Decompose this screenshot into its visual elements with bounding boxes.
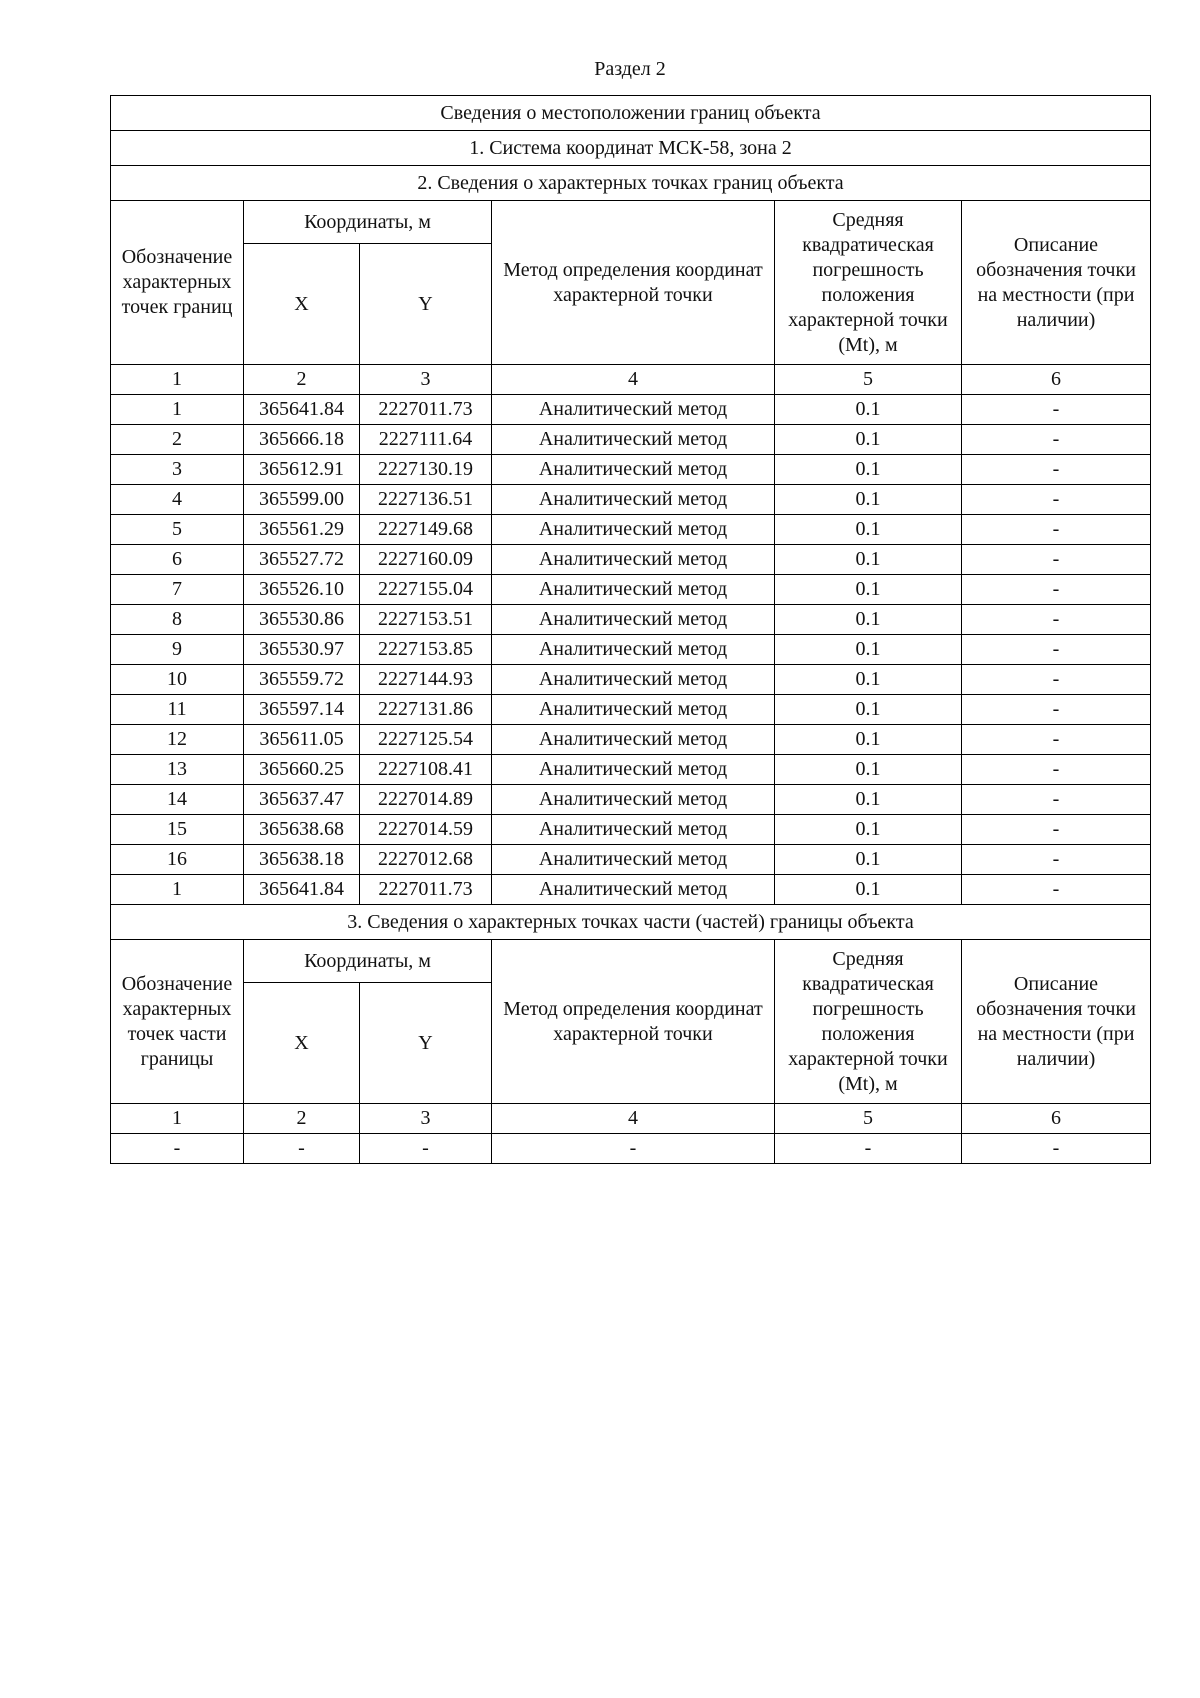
cell-error: 0.1 [775, 755, 962, 785]
cell-description: - [962, 575, 1151, 605]
cell-method: Аналитический метод [492, 635, 775, 665]
cell-x: 365660.25 [244, 755, 360, 785]
cell-y: 2227011.73 [360, 875, 492, 905]
cell-point: 2 [111, 425, 244, 455]
cell-x: 365638.68 [244, 815, 360, 845]
cell-x: 365530.86 [244, 605, 360, 635]
table-row [111, 1134, 1151, 1164]
col-number: 2 [244, 1104, 360, 1134]
cell-description: - [962, 545, 1151, 575]
table-title: Сведения о местоположении границ объекта [111, 96, 1151, 131]
table-row [111, 515, 1151, 545]
cell-method: Аналитический метод [492, 845, 775, 875]
cell-error: 0.1 [775, 545, 962, 575]
part2-col-numbers-row [111, 365, 1151, 395]
cell-method: Аналитический метод [492, 485, 775, 515]
cell-error: 0.1 [775, 515, 962, 545]
cell-point: 1 [111, 395, 244, 425]
table-title-row [111, 96, 1151, 131]
cell-x: 365526.10 [244, 575, 360, 605]
cell-method: Аналитический метод [492, 875, 775, 905]
table-row [111, 575, 1151, 605]
col-number: 2 [244, 365, 360, 395]
header-coordinates: Координаты, м [244, 201, 492, 244]
cell-x: 365559.72 [244, 665, 360, 695]
cell-description: - [962, 515, 1151, 545]
header-x: X [244, 983, 360, 1104]
cell-method: Аналитический метод [492, 515, 775, 545]
cell-point: 11 [111, 695, 244, 725]
table-row [111, 875, 1151, 905]
cell-x: 365530.97 [244, 635, 360, 665]
cell-y: 2227108.41 [360, 755, 492, 785]
cell-point: 8 [111, 605, 244, 635]
cell-method: Аналитический метод [492, 455, 775, 485]
cell-point: 1 [111, 875, 244, 905]
cell-description: - [962, 455, 1151, 485]
header-y: Y [360, 244, 492, 365]
cell-y: 2227131.86 [360, 695, 492, 725]
cell-point: 5 [111, 515, 244, 545]
cell-point: - [111, 1134, 244, 1164]
cell-point: 16 [111, 845, 244, 875]
cell-description: - [962, 425, 1151, 455]
cell-y: - [360, 1134, 492, 1164]
header-x: X [244, 244, 360, 365]
col-number: 5 [775, 1104, 962, 1134]
part3-title-row [111, 905, 1151, 940]
cell-error: - [775, 1134, 962, 1164]
cell-description: - [962, 785, 1151, 815]
cell-method: Аналитический метод [492, 425, 775, 455]
cell-description: - [962, 1134, 1151, 1164]
cell-method: Аналитический метод [492, 605, 775, 635]
header-description: Описание обозначения точки на местности (при наличии) [962, 201, 1151, 365]
table-row [111, 695, 1151, 725]
part2-header-row [111, 201, 1151, 244]
col-number: 5 [775, 365, 962, 395]
col-number: 3 [360, 1104, 492, 1134]
cell-error: 0.1 [775, 425, 962, 455]
cell-point: 15 [111, 815, 244, 845]
cell-error: 0.1 [775, 485, 962, 515]
table-row [111, 785, 1151, 815]
header-error: Средняя квадратическая погрешность положения характерной точки (Mt), м [775, 940, 962, 1104]
cell-method: Аналитический метод [492, 665, 775, 695]
cell-description: - [962, 485, 1151, 515]
cell-point: 14 [111, 785, 244, 815]
cell-error: 0.1 [775, 815, 962, 845]
cell-error: 0.1 [775, 785, 962, 815]
cell-x: 365666.18 [244, 425, 360, 455]
cell-point: 4 [111, 485, 244, 515]
cell-point: 12 [111, 725, 244, 755]
header-coordinates: Координаты, м [244, 940, 492, 983]
table-row [111, 815, 1151, 845]
cell-x: 365637.47 [244, 785, 360, 815]
table-row [111, 725, 1151, 755]
cell-y: 2227111.64 [360, 425, 492, 455]
cell-error: 0.1 [775, 635, 962, 665]
cell-x: 365641.84 [244, 395, 360, 425]
col-number: 6 [962, 365, 1151, 395]
cell-method: - [492, 1134, 775, 1164]
cell-description: - [962, 695, 1151, 725]
part2-title-row [111, 166, 1151, 201]
header-y: Y [360, 983, 492, 1104]
cell-description: - [962, 395, 1151, 425]
table-row [111, 635, 1151, 665]
coord-system: 1. Система координат МСК-58, зона 2 [111, 131, 1151, 166]
cell-description: - [962, 845, 1151, 875]
table-row [111, 665, 1151, 695]
cell-method: Аналитический метод [492, 815, 775, 845]
header-method: Метод определения координат характерной точки [492, 940, 775, 1104]
cell-method: Аналитический метод [492, 785, 775, 815]
cell-error: 0.1 [775, 395, 962, 425]
col-number: 4 [492, 1104, 775, 1134]
table-row [111, 485, 1151, 515]
cell-x: 365599.00 [244, 485, 360, 515]
col-number: 1 [111, 365, 244, 395]
cell-description: - [962, 725, 1151, 755]
cell-x: 365561.29 [244, 515, 360, 545]
cell-y: 2227160.09 [360, 545, 492, 575]
cell-point: 7 [111, 575, 244, 605]
cell-method: Аналитический метод [492, 755, 775, 785]
table-row [111, 455, 1151, 485]
cell-y: 2227155.04 [360, 575, 492, 605]
cell-description: - [962, 755, 1151, 785]
col-number: 1 [111, 1104, 244, 1134]
cell-x: 365527.72 [244, 545, 360, 575]
col-number: 3 [360, 365, 492, 395]
cell-y: 2227014.89 [360, 785, 492, 815]
cell-y: 2227012.68 [360, 845, 492, 875]
table-row [111, 605, 1151, 635]
cell-y: 2227144.93 [360, 665, 492, 695]
table-row [111, 755, 1151, 785]
header-description: Описание обозначения точки на местности (при наличии) [962, 940, 1151, 1104]
table-row [111, 545, 1151, 575]
part3-col-numbers-row [111, 1104, 1151, 1134]
header-point-designation: Обозначение характерных точек части границы [111, 940, 244, 1104]
cell-y: 2227014.59 [360, 815, 492, 845]
cell-method: Аналитический метод [492, 395, 775, 425]
boundary-table [110, 95, 1151, 1164]
cell-description: - [962, 815, 1151, 845]
cell-y: 2227130.19 [360, 455, 492, 485]
cell-error: 0.1 [775, 575, 962, 605]
section-title: Раздел 2 [594, 58, 666, 80]
header-error: Средняя квадратическая погрешность положения характерной точки (Mt), м [775, 201, 962, 365]
cell-x: 365611.05 [244, 725, 360, 755]
cell-x: 365612.91 [244, 455, 360, 485]
cell-error: 0.1 [775, 605, 962, 635]
cell-method: Аналитический метод [492, 695, 775, 725]
cell-point: 13 [111, 755, 244, 785]
cell-error: 0.1 [775, 725, 962, 755]
header-method: Метод определения координат характерной точки [492, 201, 775, 365]
cell-x: 365597.14 [244, 695, 360, 725]
part3-header-row [111, 940, 1151, 983]
cell-y: 2227125.54 [360, 725, 492, 755]
cell-point: 6 [111, 545, 244, 575]
cell-description: - [962, 875, 1151, 905]
cell-method: Аналитический метод [492, 575, 775, 605]
cell-y: 2227153.85 [360, 635, 492, 665]
cell-error: 0.1 [775, 875, 962, 905]
cell-description: - [962, 665, 1151, 695]
cell-x: 365638.18 [244, 845, 360, 875]
cell-point: 3 [111, 455, 244, 485]
cell-y: 2227149.68 [360, 515, 492, 545]
col-number: 6 [962, 1104, 1151, 1134]
cell-error: 0.1 [775, 695, 962, 725]
cell-error: 0.1 [775, 665, 962, 695]
cell-method: Аналитический метод [492, 545, 775, 575]
cell-y: 2227011.73 [360, 395, 492, 425]
cell-point: 10 [111, 665, 244, 695]
part2-title: 2. Сведения о характерных точках границ объекта [111, 166, 1151, 201]
table-row [111, 395, 1151, 425]
table-row [111, 425, 1151, 455]
cell-y: 2227136.51 [360, 485, 492, 515]
cell-y: 2227153.51 [360, 605, 492, 635]
cell-description: - [962, 605, 1151, 635]
table-row [111, 845, 1151, 875]
cell-method: Аналитический метод [492, 725, 775, 755]
cell-point: 9 [111, 635, 244, 665]
coord-system-row [111, 131, 1151, 166]
part3-title: 3. Сведения о характерных точках части (частей) границы объекта [111, 905, 1151, 940]
cell-error: 0.1 [775, 845, 962, 875]
header-point-designation: Обозначение характерных точек границ [111, 201, 244, 365]
cell-error: 0.1 [775, 455, 962, 485]
cell-x: - [244, 1134, 360, 1164]
col-number: 4 [492, 365, 775, 395]
cell-x: 365641.84 [244, 875, 360, 905]
cell-description: - [962, 635, 1151, 665]
